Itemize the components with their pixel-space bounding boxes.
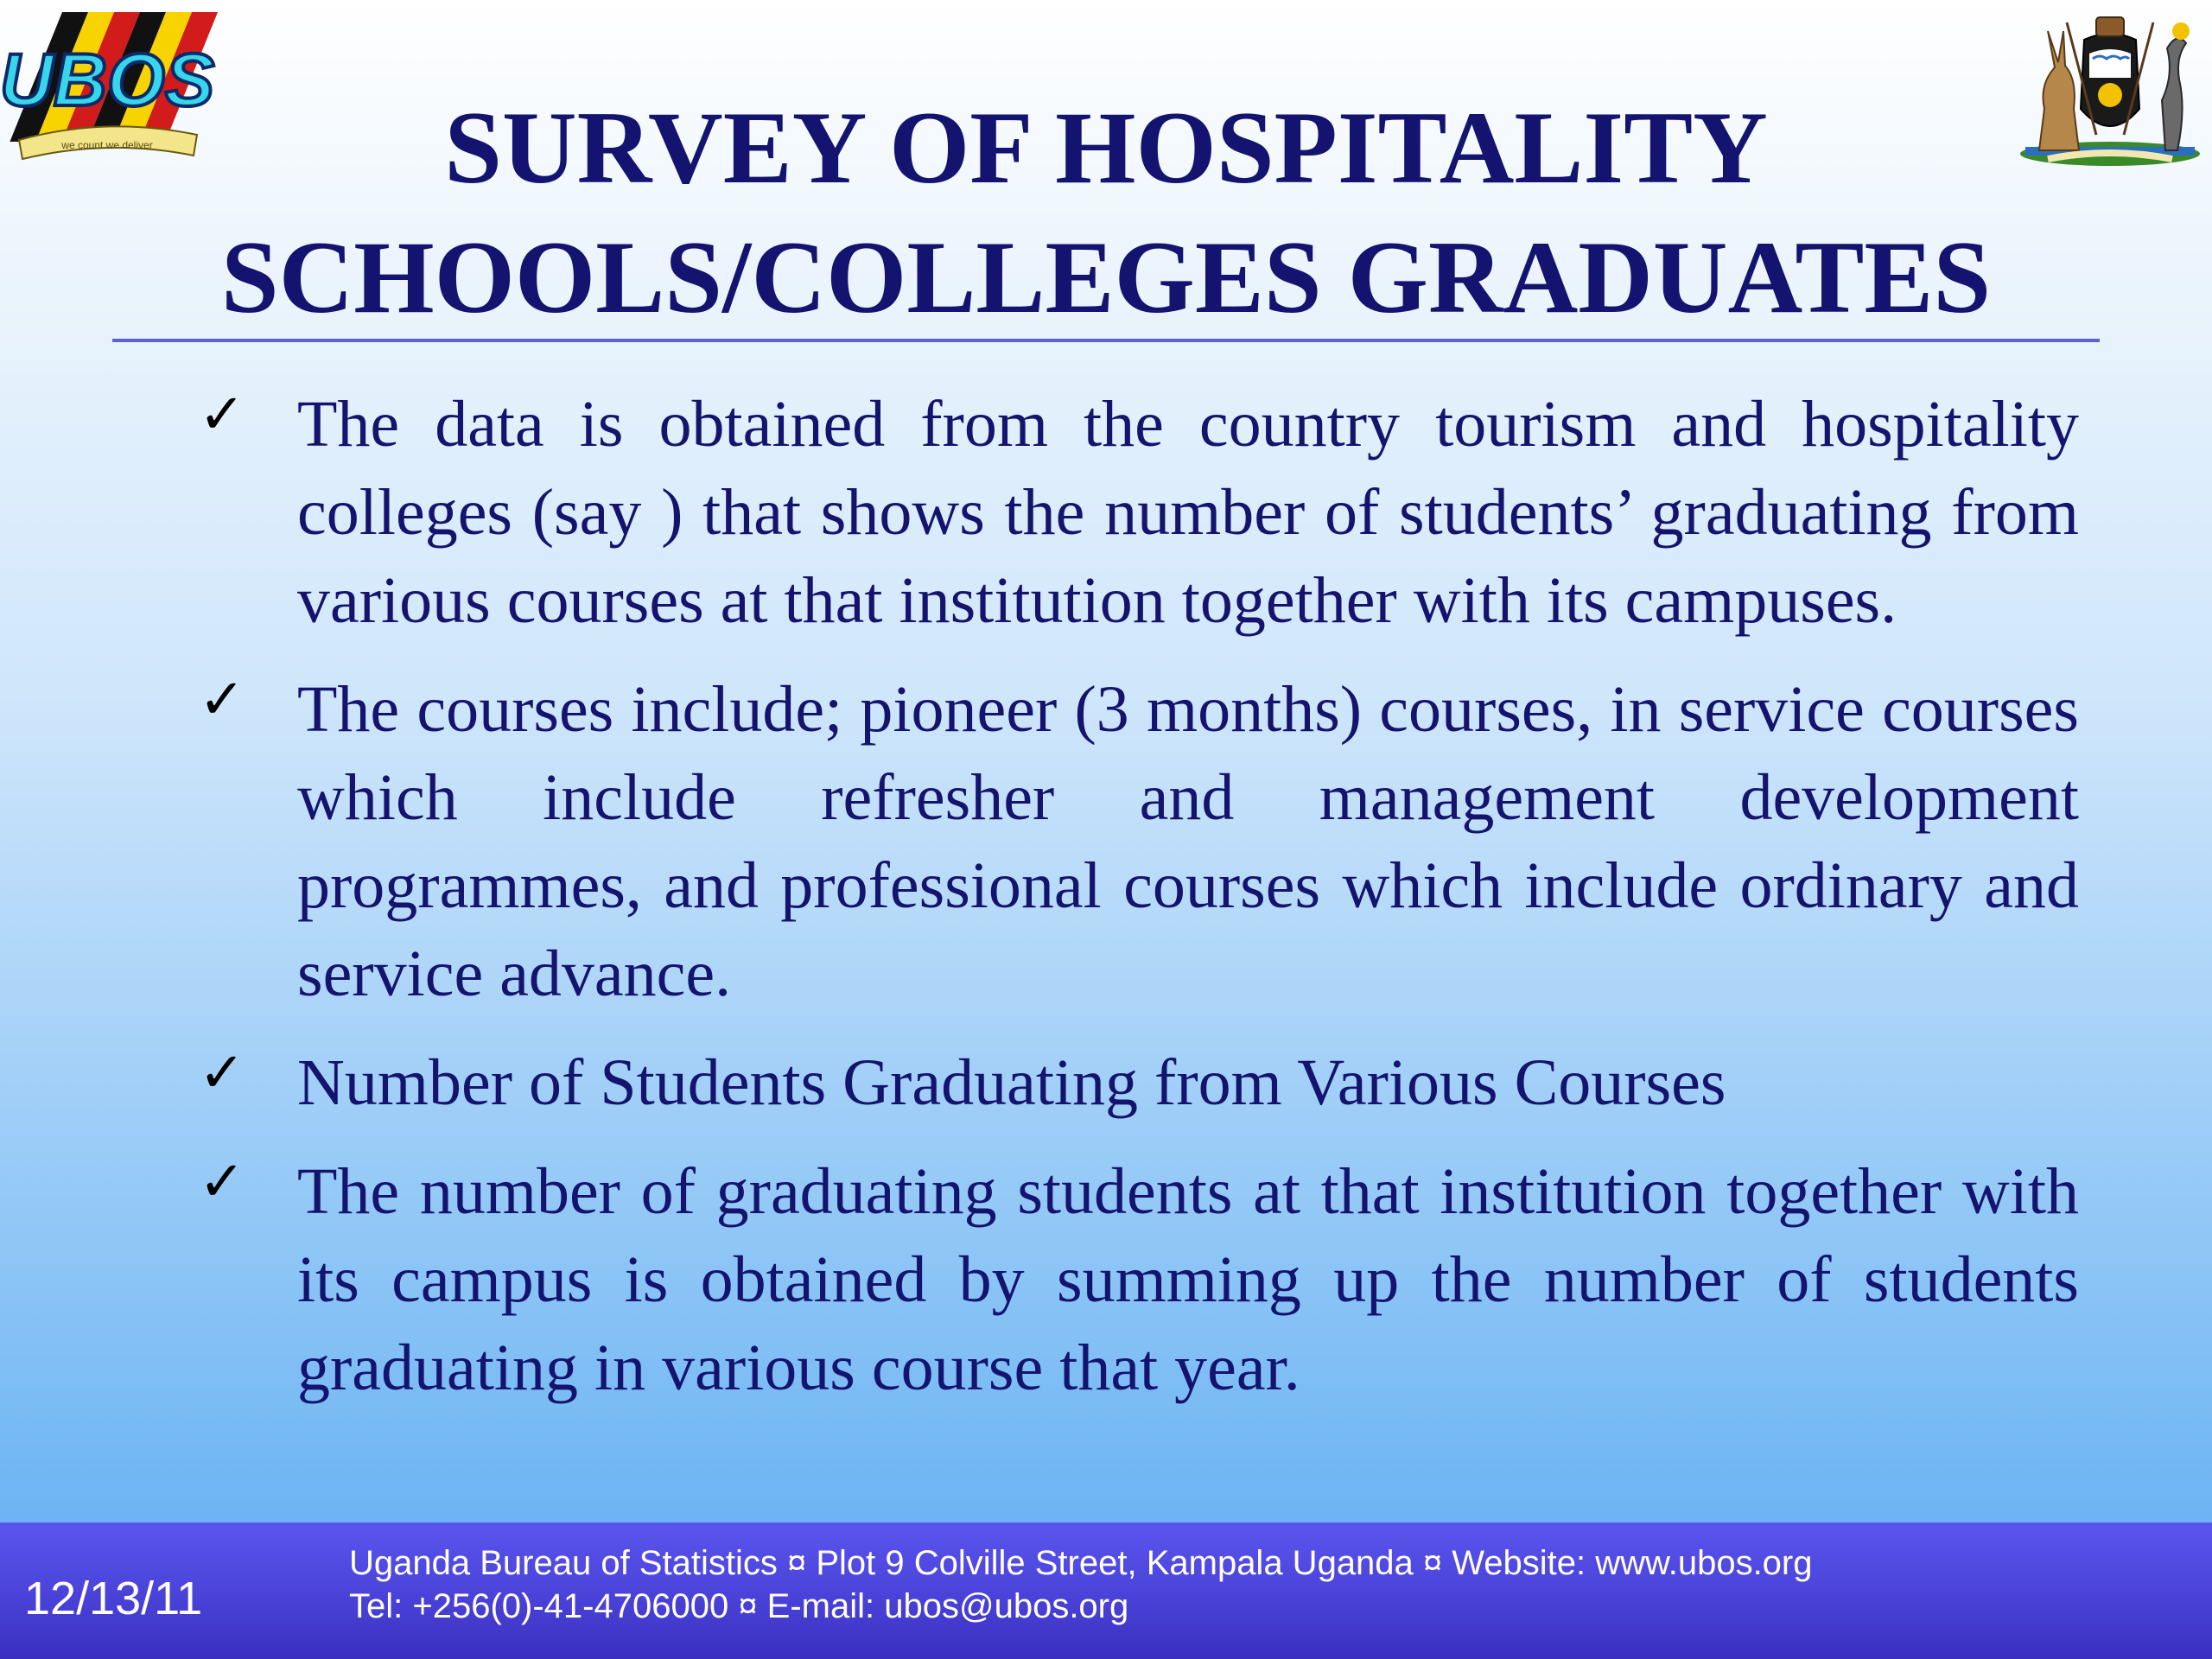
title-line-1: SURVEY OF HOSPITALITY <box>444 90 1768 205</box>
checkmark-icon: ✓ <box>199 1150 245 1214</box>
slide-footer <box>0 1522 2212 1659</box>
footer-address: Uganda Bureau of Statistics ¤ Plot 9 Colville Street, Kampala Uganda ¤ Website: www.ubos.org <box>349 1544 1813 1582</box>
slide-title <box>0 83 2212 342</box>
bullet-item <box>199 1039 2079 1127</box>
bullet-list <box>199 380 2079 1433</box>
bullet-item <box>199 665 2079 1018</box>
footer-date: 12/13/11 <box>24 1573 203 1624</box>
bullet-text: The number of graduating students at that institution together with its campus is obtained by summing up the number of students graduating in various course that year. <box>297 1155 2079 1404</box>
bullet-item <box>199 1147 2079 1412</box>
svg-text:we count we deliver: we count we deliver <box>61 139 153 151</box>
bullet-item <box>199 380 2079 645</box>
title-underline <box>112 339 2100 342</box>
bullet-text: The courses include; pioneer (3 months) courses, in service courses which include refresher and management development programmes, and professional courses which include ordinary and service advance. <box>297 673 2079 1010</box>
checkmark-icon: ✓ <box>199 668 245 732</box>
bullet-text: The data is obtained from the country tourism and hospitality colleges (say ) that shows the number of students’ graduating from various courses at that institution together with its campuses. <box>297 388 2079 637</box>
checkmark-icon: ✓ <box>199 383 245 447</box>
svg-text:UBOS: UBOS <box>0 39 215 122</box>
bullet-text: Number of Students Graduating from Various Courses <box>297 1046 1726 1119</box>
footer-contact: Tel: +256(0)-41-4706000 ¤ E-mail: ubos@ubos.org <box>349 1587 1129 1625</box>
title-line-2: SCHOOLS/COLLEGES GRADUATES <box>220 219 1992 334</box>
checkmark-icon: ✓ <box>199 1041 245 1105</box>
